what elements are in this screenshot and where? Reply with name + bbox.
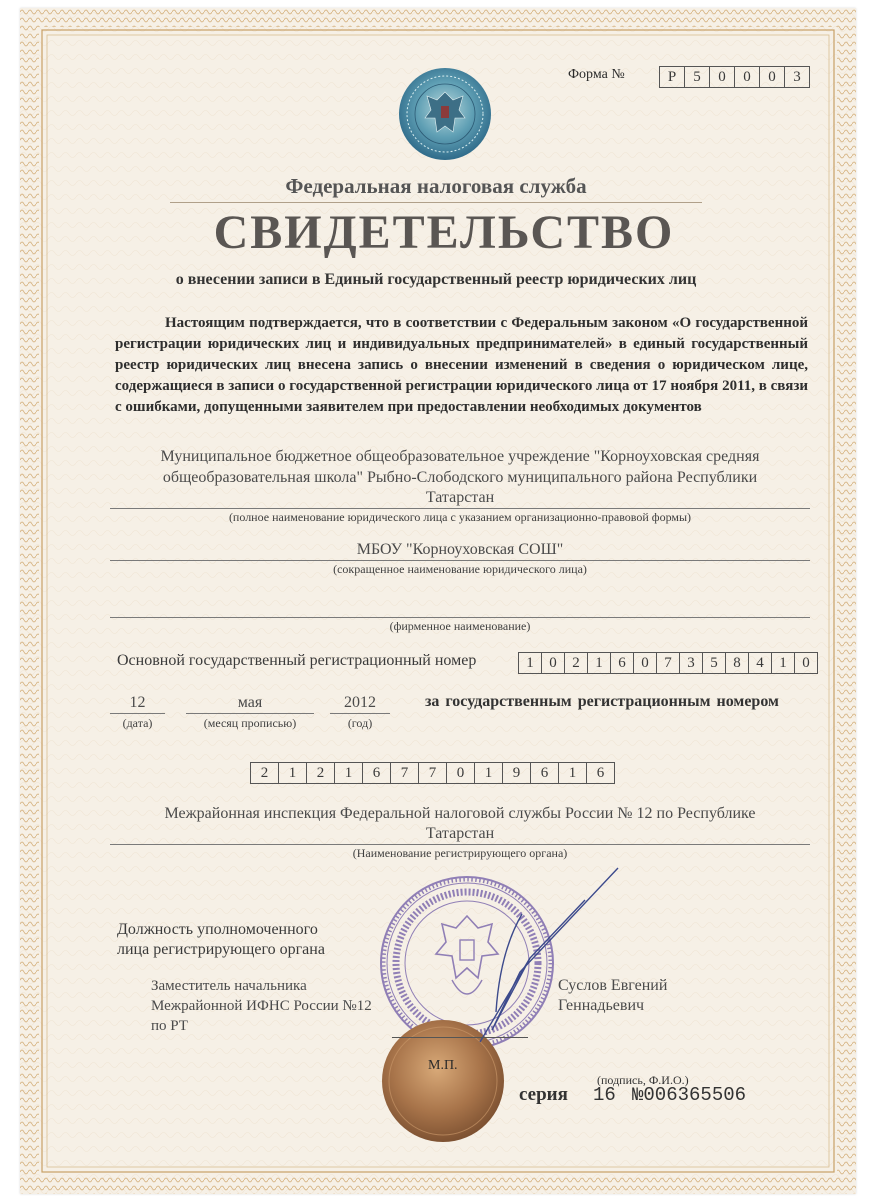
form-label: Форма №	[568, 67, 625, 82]
ogrn-digit: 0	[795, 652, 818, 674]
authority-line-2: Татарстан	[425, 825, 495, 842]
ogrn-digit: 4	[749, 652, 772, 674]
authority-caption: (Наименование регистрирующего органа)	[352, 846, 568, 860]
agency-name: Федеральная налоговая служба	[285, 174, 587, 198]
certificate-number	[632, 1084, 746, 1106]
grn-digit: 0	[447, 762, 475, 784]
grn-digit: 7	[419, 762, 447, 784]
grn-boxes	[250, 762, 615, 784]
short-name-caption: (сокращенное наименование юридического лица)	[333, 562, 587, 576]
official-name-line-1: Суслов Евгений	[558, 977, 668, 994]
grn-digit: 6	[363, 762, 391, 784]
form-code-box: 3	[785, 66, 810, 88]
ogrn-digit: 1	[518, 652, 542, 674]
series-label: серия	[519, 1084, 568, 1105]
full-name-line-3: Татарстан	[425, 489, 495, 506]
full-name-line-1: Муниципальное бюджетное общеобразовательное учреждение "Корноуховская средняя	[160, 448, 760, 465]
official-name	[558, 976, 667, 1016]
ogrn-boxes	[518, 652, 818, 674]
grn-digit: 6	[587, 762, 615, 784]
short-name: МБОУ "Корноуховская СОШ"	[356, 541, 564, 558]
number-prefix: №	[632, 1084, 644, 1106]
grn-digit: 1	[279, 762, 307, 784]
ogrn-digit: 0	[542, 652, 565, 674]
mp-label: М.П.	[428, 1058, 458, 1073]
authority-line-1: Межрайонная инспекция Федеральной налоговой службы России № 12 по Республике	[164, 805, 756, 822]
hologram-emblem-icon	[397, 66, 493, 162]
form-code-box: 0	[735, 66, 760, 88]
date-month: мая	[237, 694, 263, 711]
date-day: 12	[129, 694, 146, 711]
official-position	[151, 976, 372, 1036]
form-code-boxes	[659, 66, 810, 88]
ogrn-digit: 1	[588, 652, 611, 674]
grn-digit: 2	[307, 762, 335, 784]
official-position-line-2: Межрайонной ИФНС России №12	[151, 998, 372, 1014]
form-code-box: 0	[710, 66, 735, 88]
official-position-line-1: Заместитель начальника	[151, 978, 307, 994]
ogrn-digit: 3	[680, 652, 703, 674]
grn-digit: 6	[531, 762, 559, 784]
certificate-subtitle: о внесении записи в Единый государственный реестр юридических лиц	[175, 271, 697, 288]
form-code-box: 5	[685, 66, 710, 88]
grn-digit: 7	[391, 762, 419, 784]
official-name-line-2: Геннадьевич	[558, 997, 645, 1014]
reg-number-label: за государственным регистрационным номером	[425, 693, 779, 710]
form-code-box: 0	[760, 66, 785, 88]
ogrn-digit: 7	[657, 652, 680, 674]
brand-name-caption: (фирменное наименование)	[389, 619, 531, 633]
number-value: 006365506	[643, 1084, 747, 1106]
grn-digit: 9	[503, 762, 531, 784]
ogrn-digit: 2	[565, 652, 588, 674]
intro-text: Настоящим подтверждается, что в соответствии с Федеральным законом «О государственной регистрации юридических лиц и индивидуальных предпринимателей» в единый государственный реестр юридических лиц внесена запись о внесении изменений в сведения о юридическом лице, содержащиеся в записи о государственной регистрации юридического лица от 17 ноября 2011, в связи с ошибками, допущенными заявителем при предоставлении необходимых документов	[115, 315, 808, 415]
grn-digit: 1	[559, 762, 587, 784]
grn-digit: 1	[335, 762, 363, 784]
date-year: 2012	[344, 694, 376, 711]
form-code-box: Р	[659, 66, 685, 88]
ogrn-digit: 0	[634, 652, 657, 674]
grn-digit: 1	[475, 762, 503, 784]
ogrn-label: Основной государственный регистрационный номер	[117, 652, 477, 669]
intro-paragraph	[115, 313, 808, 418]
position-label-line-2: лица регистрирующего органа	[117, 941, 325, 958]
ogrn-digit: 6	[611, 652, 634, 674]
certificate-title: СВИДЕТЕЛЬСТВО	[213, 206, 675, 259]
ogrn-digit: 8	[726, 652, 749, 674]
official-position-line-3: по РТ	[151, 1018, 188, 1034]
position-label	[117, 920, 325, 960]
date-year-caption: (год)	[347, 716, 373, 730]
signature-icon	[380, 862, 630, 1052]
signature-caption: (подпись, Ф.И.О.)	[597, 1073, 689, 1087]
series-number: 16	[593, 1084, 616, 1106]
date-month-caption: (месяц прописью)	[203, 716, 297, 730]
grn-digit: 2	[250, 762, 279, 784]
date-day-caption: (дата)	[122, 716, 153, 730]
full-name-caption: (полное наименование юридического лица с указанием организационно-правовой формы)	[228, 510, 692, 524]
ogrn-digit: 5	[703, 652, 726, 674]
position-label-line-1: Должность уполномоченного	[117, 921, 318, 938]
ogrn-digit: 1	[772, 652, 795, 674]
full-name-line-2: общеобразовательная школа" Рыбно-Слободского муниципального района Республики	[162, 469, 758, 486]
